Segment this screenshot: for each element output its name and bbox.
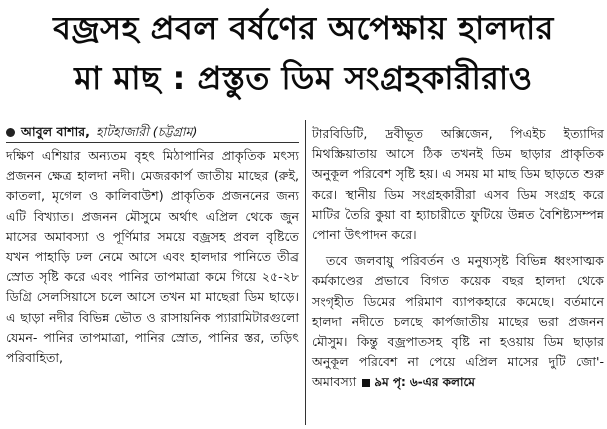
headline-line-1: বজ্রসহ প্রবল বর্ষণের অপেক্ষায় হালদার <box>53 9 554 47</box>
column-divider <box>305 120 306 425</box>
byline <box>6 122 299 142</box>
article-paragraph-text: তবে জলবায়ু পরিবর্তন ও মনুষ্যসৃষ্ট বিভিন্ন ধ্বংসাত্মক কর্মকাণ্ডের প্রভাবে বিগত কয়েক বছর হালদা থেকে সংগৃহীত ডিমের পরিমাণ ব্যাপকহারে কমেছে। বর্তমানে হালদা নদীতে চলছে কার্পজাতীয় মাছের ভরা প্রজনন মৌসুম। কিন্তু বজ্রপাতসহ বৃষ্টি না হওয়ায় ডিম ছাড়ার অনুকূল পরিবেশ না পেয়ে এপ্রিল মাসের দুটি জো'-অমাবস্যা <box>312 253 604 390</box>
article-column-left <box>6 122 299 368</box>
byline-location: হাটহাজারী (চট্টগ্রাম) <box>95 123 198 139</box>
continued-on-page[interactable]: ৯ম পৃ: ৬-এর কলামে <box>374 375 475 390</box>
byline-author: আবুল বাশার, <box>21 123 90 139</box>
article-paragraph: টারবিডিটি, দ্রবীভূত অক্সিজেন, পিএইচ ইত্যাদির মিথস্ক্রিয়াতায় আসে ঠিক তখনই ডিম ছাড়ার প্রাকৃতিক অনুকূল পরিবেশ সৃষ্টি হয়। এ সময় মা মাছ ডিম ছাড়তে শুরু করে। স্থানীয় ডিম সংগ্রহকারীরা এসব ডিম সংগ্রহ করে মাটির তৈরি কুয়া বা হ্যাচারীতে ফুটিয়ে উন্নত বৈশিষ্ট্যসম্পন্ন পোনা উৎপাদন করে। <box>312 126 604 243</box>
bullet-icon <box>6 128 15 137</box>
article-paragraph: দক্ষিণ এশিয়ার অন্যতম বৃহৎ মিঠাপানির প্রাকৃতিক মৎস্য প্রজনন ক্ষেত্র হালদা নদী। মেজরকার্প জাতীয় মাছের (রুই, কাতলা, মৃগেল ও কালিবাউশ) প্রাকৃতিক প্রজননের জন্য এটি বিখ্যাত। প্রজনন মৌসুমে অর্থাৎ এপ্রিল থেকে জুন মাসের অমাবস্যা ও পূর্ণিমার সময়ে বজ্রসহ প্রবল বৃষ্টিতে যখন পাহাড়ি ঢল নেমে আসে এবং হালদার পানিতে তীব্র স্রোত সৃষ্টি করে এবং পানির তাপমাত্রা কমে গিয়ে ২৫-২৮ ডিগ্রি সেলসিয়াসে চলে আসে তখন মা মাছেরা ডিম ছাড়ে। এ ছাড়া নদীর বিভিন্ন ভৌত ও রাসায়নিক প্যারামিটারগুলো যেমন- পানির তাপমাত্রা, পানির স্রোত, পানির স্তর, তড়িৎ পরিবাহিতা, <box>6 148 299 366</box>
article-column-right <box>312 124 604 393</box>
headline-line-2: মা মাছ : প্রস্তুত ডিম সংগ্রহকারীরাও <box>74 59 533 97</box>
article-paragraph <box>312 251 604 392</box>
square-bullet-icon <box>362 379 370 387</box>
